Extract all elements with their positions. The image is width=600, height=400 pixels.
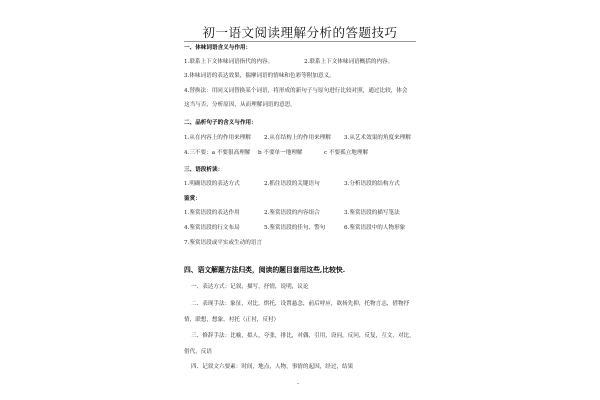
page-marker	[297, 383, 299, 384]
title-divider	[184, 41, 416, 42]
section-4-heading: 四、语文解题方法归类，阅读的题目套用这些,比较快.	[184, 266, 346, 274]
section-1-item-2: 2.联系上下文体味词语概括的内容。	[304, 59, 394, 65]
section-2-item-4b: b 不要单一地理解	[258, 150, 303, 156]
document-title: 初一语文阅读理解分析的答题技巧	[202, 25, 398, 40]
section-2-heading: 二、品析句子的含义与作用：	[184, 120, 257, 126]
appreciation-item-2: 2.鉴赏语段的内容组合	[264, 210, 320, 216]
section-4-item-2: 二、表现手法：象征，对比，烘托，设置悬念，前后呼应，欲扬先抑，托物言志，借物抒	[191, 301, 410, 307]
section-2-item-1: 1.从在内容上的作用来理解	[184, 135, 251, 141]
appreciation-item-5: 5.鉴赏语段的佳句、警句	[264, 225, 326, 231]
section-2-item-4: 4.三不要：a 不要很高理解	[184, 150, 251, 156]
section-4-item-4: 四、记叙文六要素：时间，地点，人物，事情的起因，经过，结果	[191, 364, 354, 370]
section-3-heading: 三、语段析读：	[184, 167, 224, 173]
appreciation-item-6: 6.鉴赏语段中的人物形象	[344, 225, 406, 231]
section-3-item-3: 3.分析语段的结构方式	[344, 181, 400, 187]
appreciation-item-3: 3.鉴赏语段的描写笔法	[344, 210, 400, 216]
section-1-item-3: 3.体味词语的表达效果，揣摩词语的情味和色彩等附加意义。	[184, 73, 335, 79]
section-4-item-3: 三、修辞手法：比喻，拟人，夸张，排比，对偶，引用，设问，反问，反复，互文，对比，	[191, 333, 415, 339]
section-2-item-3: 3.从艺术效果的角度来理解	[344, 135, 411, 141]
section-1-heading: 一、体味词语含义与作用：	[184, 45, 252, 51]
section-3-item-1: 1.明确语段的表达方式	[184, 181, 240, 187]
section-4-item-3-cont: 借代，反语	[184, 349, 212, 355]
appreciation-item-4: 4.鉴赏语段的行文布局	[184, 225, 240, 231]
appreciation-heading: 鉴赏：	[184, 196, 201, 202]
appreciation-item-7: 7.鉴赏语段或平实或生动的语言	[184, 240, 263, 246]
section-3-item-2: 2.抓住语段的关键语句	[264, 181, 320, 187]
appreciation-item-1: 1.鉴赏语段的表达作用	[184, 210, 240, 216]
section-2-item-2: 2.从在结构上的作用来理解	[264, 135, 331, 141]
section-2-item-4c: c 不要孤立地理解	[324, 150, 369, 156]
section-4-item-2-cont: 情，联想，想象，衬托（正衬，反衬）	[184, 317, 280, 323]
section-4-item-1: 一、表达方式：记叙，描写，抒情，说明，议论	[191, 284, 309, 290]
section-1-item-4-cont: 这当与否，分析原因，从而理解词语的意思。	[184, 102, 296, 108]
section-1-item-1: 1.联系上下文体味词语指代的内容。	[184, 59, 274, 65]
section-1-item-4: 4.替换法：用同义词替换某个词语，将形成的新句子与原句进行比较对照，通过比较，体会	[184, 88, 408, 94]
